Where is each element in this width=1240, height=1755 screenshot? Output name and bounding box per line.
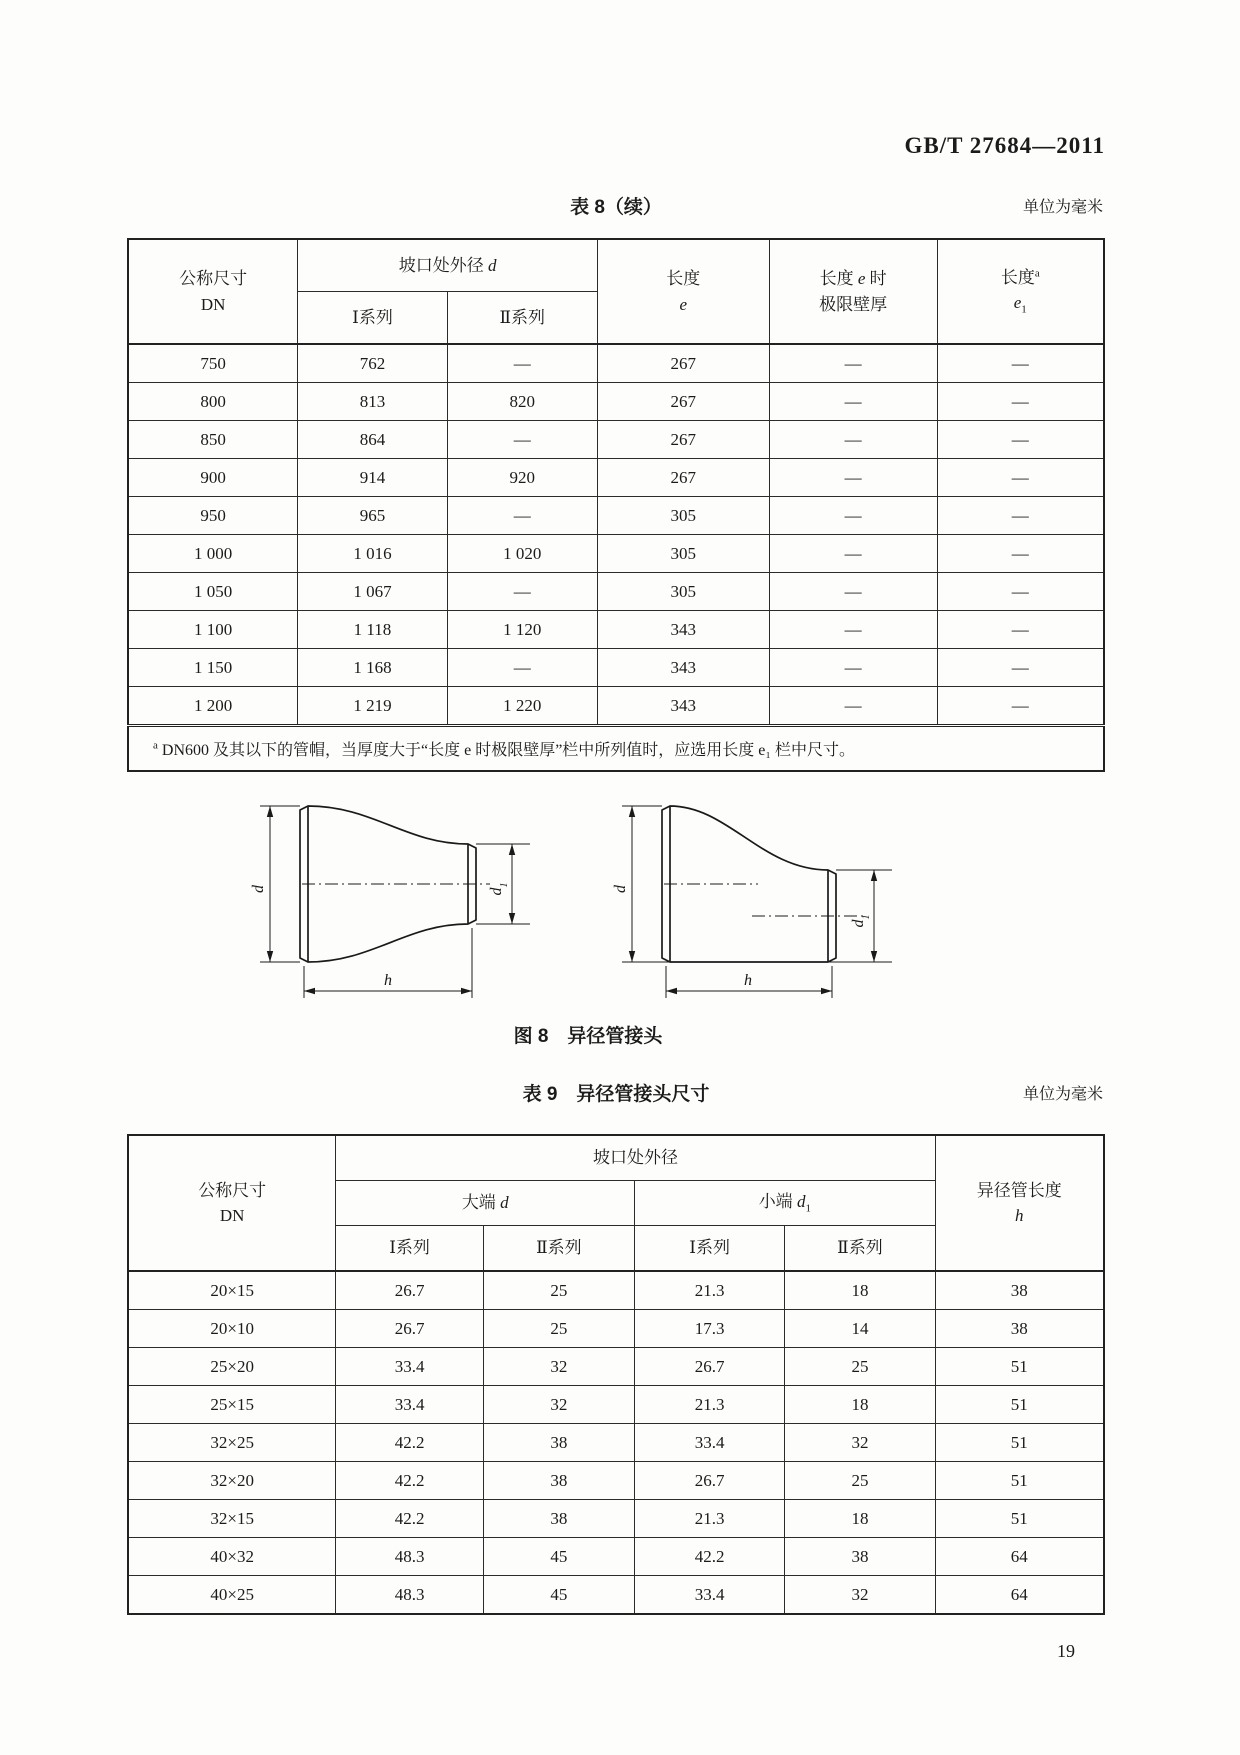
table8 [127, 238, 1105, 772]
table-cell: 25 [785, 1462, 935, 1500]
arrowhead [304, 988, 315, 994]
table-cell: 305 [597, 535, 769, 573]
table-cell: 965 [298, 497, 447, 535]
table-cell: 900 [128, 459, 298, 497]
arrowhead [666, 988, 677, 994]
table9-col-group-d: 坡口处外径 [336, 1135, 935, 1181]
dimension-label-d1: $d_1$ [488, 882, 510, 896]
table-cell: 25 [483, 1310, 634, 1348]
col-e1-var: e [1013, 293, 1022, 313]
table-cell: 25 [483, 1271, 634, 1310]
table-cell: 1 100 [128, 611, 298, 649]
table-cell: 1 067 [298, 573, 447, 611]
table-cell: 20×10 [128, 1310, 336, 1348]
arrowhead [509, 913, 515, 924]
table-cell: — [769, 573, 937, 611]
figure8 [85, 792, 1063, 1007]
table-cell: — [447, 573, 597, 611]
col-dn-label: 公称尺寸 [179, 269, 248, 288]
table-cell: 267 [597, 383, 769, 421]
arrowhead [629, 951, 635, 962]
table-cell: 38 [483, 1424, 634, 1462]
table9-header-row-1 [128, 1135, 1104, 1181]
table-cell: 813 [298, 383, 447, 421]
table-row [128, 344, 1104, 383]
table8-caption-row [127, 193, 1105, 223]
table-cell: — [937, 573, 1104, 611]
table-cell: — [937, 535, 1104, 573]
table-cell: 40×32 [128, 1538, 336, 1576]
table9-col-series1-big: Ⅰ系列 [336, 1226, 483, 1272]
col-e-limit-pre: 长度 [819, 269, 858, 288]
table-row [128, 383, 1104, 421]
table-cell: 267 [597, 344, 769, 383]
table9 [127, 1134, 1105, 1615]
table-cell: — [937, 344, 1104, 383]
table9-col-series1-small: Ⅰ系列 [635, 1226, 785, 1272]
table-cell: 1 200 [128, 687, 298, 726]
table-cell: 800 [128, 383, 298, 421]
arrowhead [267, 951, 273, 962]
table-row [128, 1271, 1104, 1310]
table-cell: 51 [935, 1424, 1104, 1462]
footnote-text: DN600 及其以下的管帽，当厚度大于“长度 e 时极限壁厚”栏中所列值时，应选用长度 e₁ 栏中尺寸。 [157, 742, 855, 759]
table-cell: 305 [597, 497, 769, 535]
table9-col-length [935, 1135, 1104, 1271]
table-cell: 32×15 [128, 1500, 336, 1538]
table-row [128, 1386, 1104, 1424]
col-e-limit-post: 时 [865, 269, 887, 288]
col-big-end-label: 大端 [461, 1193, 501, 1213]
dimension-label-d: d [612, 885, 629, 893]
table8-col-dn [128, 239, 298, 344]
table-cell: — [937, 649, 1104, 687]
table-cell: 1 020 [447, 535, 597, 573]
table-cell: 32 [483, 1386, 634, 1424]
table-cell: 32 [785, 1576, 935, 1615]
table-cell: 762 [298, 344, 447, 383]
table9-unit-note: 单位为毫米 [1022, 1086, 1103, 1103]
col-e1-sub: 1 [1021, 303, 1027, 316]
table-cell: 914 [298, 459, 447, 497]
table9-body [128, 1271, 1104, 1614]
table8-footnote-row [128, 726, 1104, 772]
table-cell: 267 [597, 459, 769, 497]
table-cell: 64 [935, 1538, 1104, 1576]
table-cell: — [769, 344, 937, 383]
arrowhead [871, 870, 877, 881]
table-row [128, 497, 1104, 535]
table8-unit-note: 单位为毫米 [1022, 199, 1103, 216]
table9-col-series2-small: Ⅱ系列 [785, 1226, 935, 1272]
table-row [128, 649, 1104, 687]
table-cell: 42.2 [336, 1462, 483, 1500]
table-cell: — [769, 535, 937, 573]
col-small-end-sub: 1 [805, 1202, 811, 1215]
table-cell: 1 118 [298, 611, 447, 649]
table8-col-e1 [937, 239, 1104, 344]
table-cell: 25 [785, 1348, 935, 1386]
table-cell: 26.7 [336, 1310, 483, 1348]
table-cell: 18 [785, 1500, 935, 1538]
table-cell: — [769, 687, 937, 726]
table-row [128, 459, 1104, 497]
col-dn-symbol: DN [200, 294, 226, 314]
table-cell: 21.3 [635, 1500, 785, 1538]
table8-col-e-limit [769, 239, 937, 344]
table-cell: 17.3 [635, 1310, 785, 1348]
table-cell: 51 [935, 1348, 1104, 1386]
col-big-end-var: d [500, 1193, 509, 1213]
arrowhead [629, 806, 635, 817]
table-cell: 750 [128, 344, 298, 383]
table-cell: — [447, 497, 597, 535]
table-cell: 267 [597, 421, 769, 459]
table-cell: 343 [597, 611, 769, 649]
table-cell: — [937, 497, 1104, 535]
table-cell: — [769, 383, 937, 421]
page-number: 19 [1057, 1641, 1075, 1661]
table-cell: — [937, 383, 1104, 421]
document-page [127, 0, 1105, 1662]
dimension-label-h: h [744, 972, 752, 989]
table-cell: 42.2 [336, 1424, 483, 1462]
table-cell: — [937, 687, 1104, 726]
table-cell: 64 [935, 1576, 1104, 1615]
table-cell: 38 [935, 1310, 1104, 1348]
dimension-label-d1: $d_1$ [850, 914, 872, 928]
table-cell: 51 [935, 1386, 1104, 1424]
table8-col-series2: Ⅱ系列 [447, 292, 597, 345]
col-e-var: e [679, 294, 688, 314]
table-cell: 33.4 [336, 1348, 483, 1386]
table-cell: 1 050 [128, 573, 298, 611]
table-cell: — [447, 649, 597, 687]
table-cell: 25×20 [128, 1348, 336, 1386]
table-cell: 51 [935, 1500, 1104, 1538]
arrowhead [509, 844, 515, 855]
table-cell: 38 [483, 1462, 634, 1500]
table-cell: — [769, 497, 937, 535]
table8-col-e [597, 239, 769, 344]
table-row [128, 1500, 1104, 1538]
col-dn-label: 公称尺寸 [198, 1180, 267, 1200]
concentric-reducer-drawing [238, 792, 548, 1007]
table-cell: 850 [128, 421, 298, 459]
table-cell: 20×15 [128, 1271, 336, 1310]
table-cell: 45 [483, 1576, 634, 1615]
table-row [128, 1462, 1104, 1500]
table-cell: 21.3 [635, 1386, 785, 1424]
table-cell: 48.3 [336, 1538, 483, 1576]
table-cell: — [937, 421, 1104, 459]
table-cell: 42.2 [336, 1500, 483, 1538]
table-cell: — [447, 421, 597, 459]
table9-col-dn [128, 1135, 336, 1271]
table-row [128, 535, 1104, 573]
col-length-label: 异径管长度 [976, 1180, 1062, 1200]
table-cell: 26.7 [336, 1271, 483, 1310]
col-small-end-label: 小端 [758, 1192, 797, 1212]
col-e-label: 长度 [666, 269, 701, 288]
table-cell: — [937, 459, 1104, 497]
table-cell: 32 [785, 1424, 935, 1462]
table-cell: 38 [483, 1500, 634, 1538]
eccentric-reducer-drawing [600, 792, 910, 1007]
table8-header-row-1 [128, 239, 1104, 292]
table-cell: 1 000 [128, 535, 298, 573]
table-cell: 33.4 [635, 1576, 785, 1615]
table-cell: 14 [785, 1310, 935, 1348]
table-cell: 920 [447, 459, 597, 497]
table-cell: 18 [785, 1386, 935, 1424]
table-cell: 32 [483, 1348, 634, 1386]
table8-body [128, 344, 1104, 726]
arrowhead [871, 951, 877, 962]
table-cell: 1 219 [298, 687, 447, 726]
dimension-label-h: h [384, 972, 392, 989]
table-row [128, 1310, 1104, 1348]
table9-col-big-end [336, 1181, 635, 1226]
table-cell: — [769, 611, 937, 649]
table-cell: 1 220 [447, 687, 597, 726]
table9-caption-row [127, 1080, 1105, 1110]
col-dn-symbol: DN [219, 1206, 245, 1225]
table-cell: 1 150 [128, 649, 298, 687]
col-small-end-var: d [796, 1192, 806, 1212]
table9-col-small-end [635, 1181, 936, 1226]
table-row [128, 1576, 1104, 1615]
col-length-var: h [1015, 1206, 1024, 1225]
arrowhead [821, 988, 832, 994]
table-cell: 48.3 [336, 1576, 483, 1615]
table-cell: 25×15 [128, 1386, 336, 1424]
col-e-limit-var: e [857, 269, 866, 288]
table-cell: — [447, 344, 597, 383]
table-cell: 33.4 [336, 1386, 483, 1424]
table-cell: 38 [935, 1271, 1104, 1310]
table-row [128, 573, 1104, 611]
table9-col-series2-big: Ⅱ系列 [483, 1226, 634, 1272]
table-row [128, 611, 1104, 649]
table-cell: — [769, 421, 937, 459]
table-cell: 1 120 [447, 611, 597, 649]
standard-code: GB/T 27684—2011 [904, 133, 1105, 158]
col-e1-footnote-mark: a [1034, 267, 1040, 280]
table-cell: 343 [597, 687, 769, 726]
table-cell: 32×25 [128, 1424, 336, 1462]
table-cell: 18 [785, 1271, 935, 1310]
table-cell: 343 [597, 649, 769, 687]
table8-col-group-d [298, 239, 598, 292]
table-row [128, 421, 1104, 459]
table-row [128, 687, 1104, 726]
arrowhead [267, 806, 273, 817]
table-row [128, 1424, 1104, 1462]
table-cell: 51 [935, 1462, 1104, 1500]
table-cell: 42.2 [635, 1538, 785, 1576]
table-cell: 1 016 [298, 535, 447, 573]
table-cell: 820 [447, 383, 597, 421]
table-cell: 26.7 [635, 1462, 785, 1500]
footnote-mark: a [153, 739, 158, 752]
figure8-caption: 图 8 异径管接头 [513, 1026, 663, 1047]
col-d-var: d [487, 255, 497, 275]
table-row [128, 1348, 1104, 1386]
table8-footnote [128, 726, 1104, 772]
col-e-limit-line2: 极限壁厚 [819, 294, 888, 314]
table-cell: 1 168 [298, 649, 447, 687]
col-d-label: 坡口处外径 [398, 255, 488, 275]
table-cell: 40×25 [128, 1576, 336, 1615]
table-cell: 21.3 [635, 1271, 785, 1310]
table-cell: 864 [298, 421, 447, 459]
table-cell: 45 [483, 1538, 634, 1576]
table8-caption: 表 8（续） [570, 197, 662, 218]
col-e1-label: 长度 [1000, 267, 1035, 287]
table-cell: — [769, 459, 937, 497]
arrowhead [461, 988, 472, 994]
table-cell: 33.4 [635, 1424, 785, 1462]
table-cell: — [769, 649, 937, 687]
table-cell: 32×20 [128, 1462, 336, 1500]
table-cell: 26.7 [635, 1348, 785, 1386]
table-row [128, 1538, 1104, 1576]
table-cell: — [937, 611, 1104, 649]
dimension-label-d: d [250, 885, 267, 893]
table8-col-series1: Ⅰ系列 [298, 292, 447, 345]
table9-caption: 表 9 异径管接头尺寸 [522, 1084, 710, 1105]
table-cell: 950 [128, 497, 298, 535]
table-cell: 305 [597, 573, 769, 611]
table-cell: 38 [785, 1538, 935, 1576]
